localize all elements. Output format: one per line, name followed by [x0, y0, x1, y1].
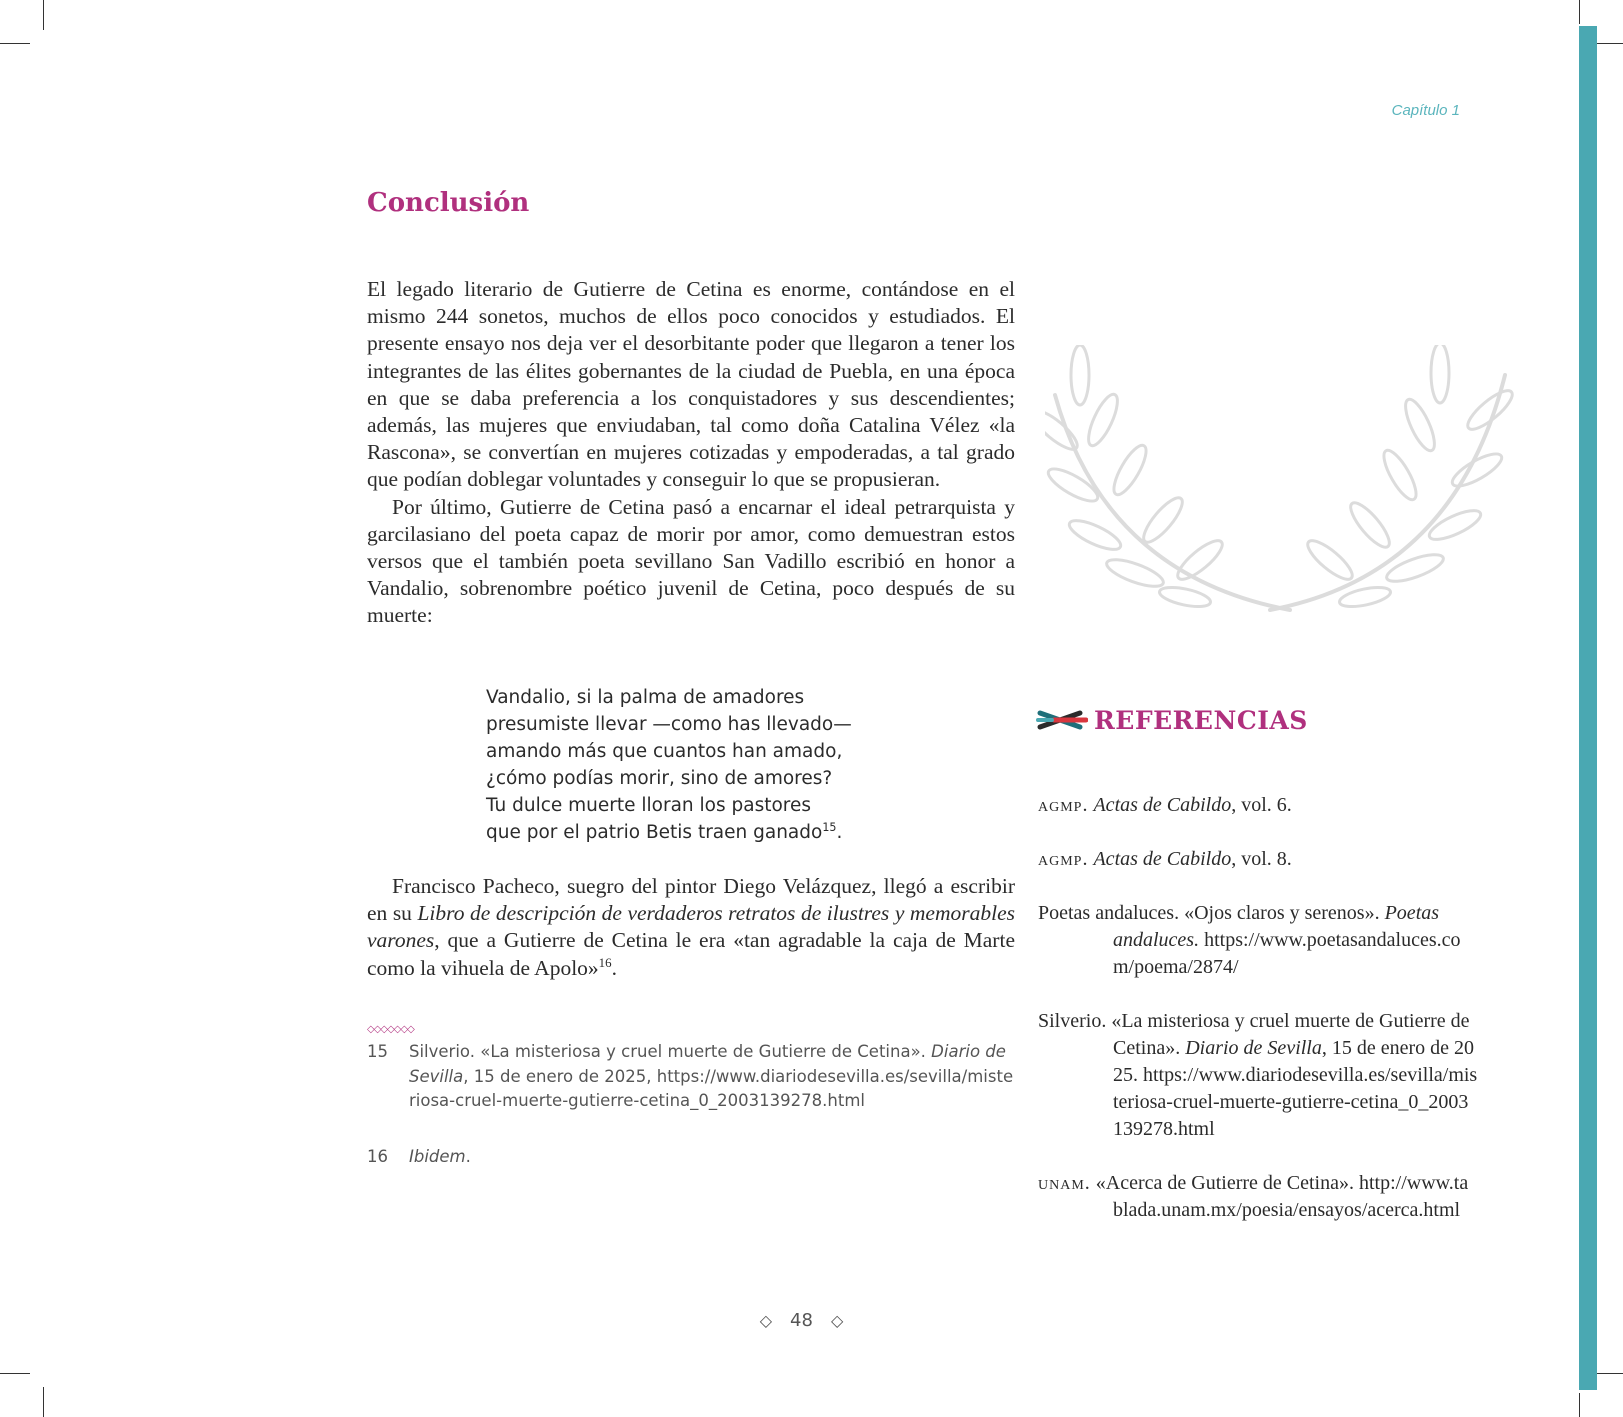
footnote-text-part: Silverio. «La misteriosa y cruel muerte de Gutierre de Cetina». — [409, 1042, 932, 1061]
crop-mark — [1593, 43, 1623, 44]
poem-line: Tu dulce muerte lloran los pastores — [486, 795, 812, 816]
main-text — [367, 276, 1015, 630]
paragraph: Por último, Gutierre de Cetina pasó a encarnar el ideal petrarquista y garcilasiano del poeta capaz de morir por amor, como demuestran estos versos que el también poeta sevillano San Vadillo escribió en honor a Vandalio, sobrenombre poético juvenil de Cetina, poco después de su muerte: — [367, 494, 1015, 628]
poem-end: . — [836, 822, 843, 843]
poem-line: ¿cómo podías morir, sino de amores? — [486, 768, 833, 789]
reference-item — [1038, 900, 1478, 981]
page-number: 48 — [790, 1310, 813, 1331]
reference-item — [1038, 1008, 1478, 1143]
footnote — [367, 1145, 1017, 1170]
crop-mark — [1579, 1393, 1580, 1417]
footnote-text-part: . — [465, 1147, 471, 1166]
reference-item — [1038, 1170, 1478, 1224]
poem-quote — [486, 684, 852, 846]
footnote-marker[interactable]: 15 — [822, 820, 837, 834]
book-title: Libro de descripción de verdaderos retratos de ilustres y memorables varones — [367, 901, 1015, 953]
footnote-ornament: ◇◇◇◇◇◇◇ — [367, 1024, 414, 1035]
running-head: Capítulo 1 — [1391, 102, 1460, 119]
poem-line: amando más que cuantos han amado, — [486, 741, 843, 762]
footnote-text — [409, 1145, 1017, 1170]
footnote-number: 15 — [367, 1042, 388, 1061]
ref-rest: , vol. 6. — [1231, 794, 1292, 816]
ref-title: Poetas andaluces. — [1113, 902, 1440, 951]
crop-mark — [1579, 0, 1580, 24]
crossed-arrows-icon — [1036, 703, 1088, 737]
reference-item — [1038, 846, 1478, 873]
reference-item — [1038, 792, 1478, 819]
poem-line: presumiste llevar —como has llevado— — [486, 714, 852, 735]
ref-author: agmp. — [1038, 848, 1089, 870]
ref-title: Actas de Cabildo — [1093, 848, 1232, 870]
ref-rest: «Acerca de Gutierre de Cetina». http://www.tablada.unam.mx/poesia/ensayos/acerca.html — [1095, 1172, 1469, 1221]
laurel-wreath-icon — [1045, 345, 1515, 630]
poem-line: Vandalio, si la palma de amadores — [486, 687, 805, 708]
ref-author: Poetas andaluces. «Ojos claros y serenos». — [1038, 902, 1380, 924]
paragraph — [367, 873, 1015, 982]
ref-author: Silverio. «La misteriosa y cruel muerte de Gutierre de Cetina». — [1038, 1010, 1470, 1059]
footnote — [367, 1040, 1017, 1114]
poem-line-last — [486, 819, 852, 846]
crop-mark — [43, 0, 44, 30]
paragraph: El legado literario de Gutierre de Cetina es enorme, contándose en el mismo 244 sonetos, muchos de ellos poco conocidos y estudiados. El presente ensayo nos deja ver el desorbitante poder que llegaron a tener los integrantes de las élites gobernantes de la ciudad de Puebla, en una época en que se daba preferencia a los conquistadores y sus descendientes; además, las mujeres que enviudaban, tal como doña Catalina Vélez «la Rascona», se convertían en mujeres cotizadas y empoderadas, a tal grado que podían doblegar voluntades y conseguir lo que se propusieran. — [367, 277, 1015, 492]
page-edge-bar — [1579, 26, 1597, 1390]
ref-author: agmp. — [1038, 794, 1089, 816]
ref-rest: , 15 de enero de 2025. https://www.diariodesevilla.es/sevilla/misteriosa-cruel-muerte-gutierre-cetina_0_2003139278.html — [1113, 1037, 1478, 1140]
ref-title: Diario de Sevilla — [1185, 1037, 1322, 1059]
paragraph-text: , que a Gutierre de Cetina le era «tan agradable la caja de Marte como la vihuela de Apolo» — [367, 928, 1015, 980]
footnote-italic: Ibidem — [409, 1147, 466, 1166]
footnote-marker[interactable]: 16 — [598, 955, 612, 970]
references-heading — [1036, 700, 1308, 740]
crop-mark — [0, 1373, 30, 1374]
poem-line: que por el patrio Betis traen ganado — [486, 822, 823, 843]
ref-rest: https://www.poetasandaluces.com/poema/2874/ — [1113, 929, 1461, 978]
page-folio — [0, 1310, 1603, 1331]
ref-author: unam. — [1038, 1172, 1091, 1194]
paragraph-text: Francisco Pacheco, suegro del pintor Diego Velázquez, llegó a escribir en su — [367, 874, 1015, 926]
footnote-text — [409, 1040, 1017, 1114]
footnote-italic: Diario de Sevilla — [409, 1042, 1006, 1086]
footnote-number: 16 — [367, 1147, 388, 1166]
diamond-icon: ◇ — [830, 1311, 844, 1330]
crop-mark — [0, 43, 30, 44]
paragraph-end: . — [611, 955, 617, 980]
crop-mark — [1593, 1373, 1623, 1374]
footnote-text-part: , 15 de enero de 2025, https://www.diariodesevilla.es/sevilla/misteriosa-cruel-muerte-gutierre-cetina_0_2003139278.html — [409, 1066, 1014, 1110]
diamond-icon: ◇ — [759, 1311, 773, 1330]
crop-mark — [43, 1387, 44, 1417]
references-title: REFERENCIAS — [1094, 705, 1308, 735]
ref-rest: , vol. 8. — [1231, 848, 1292, 870]
reference-list — [1038, 792, 1478, 1251]
ref-title: Actas de Cabildo — [1093, 794, 1232, 816]
section-title: Conclusión — [367, 188, 530, 218]
